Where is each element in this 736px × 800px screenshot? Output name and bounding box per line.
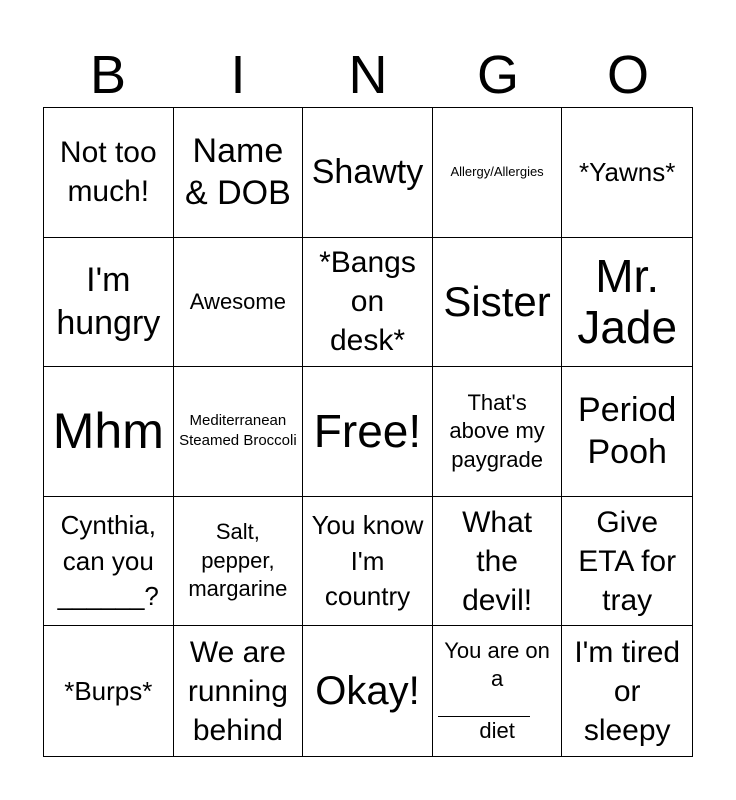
cell-text: Mhm [52,402,164,459]
cell-text [438,637,556,746]
bingo-cell[interactable] [562,626,692,756]
cell-text: Give ETA for tray [578,505,677,617]
header-letter-n: N [348,45,388,105]
bingo-cell[interactable] [562,238,692,368]
free-space-text: Free! [313,405,422,458]
cell-text: Mediterranean Steamed Broccoli [179,412,297,450]
cell-text: Name & DOB [184,131,291,213]
cell-text: Not too much! [59,136,157,209]
cell-text: Awesome [189,288,286,314]
bingo-cell[interactable] [174,367,304,497]
cell-text: Allergy/Allergies [450,164,544,180]
free-space[interactable] [303,367,433,497]
cell-text: Salt, pepper, margarine [188,519,288,602]
cell-text: Period Pooh [578,390,677,472]
bingo-cell[interactable] [174,626,304,756]
fill-in-blank-line [438,694,556,717]
cell-text: *Yawns* [579,156,676,187]
cell-text: Shawty [311,153,424,192]
cell-text-line: You are on a [444,637,550,692]
cell-text: I'm hungry [56,261,161,342]
bingo-cell[interactable] [303,626,433,756]
cell-text: *Bangs on desk* [319,246,416,358]
cell-text: That's above my paygrade [449,389,545,472]
cell-text: Mr. Jade [577,250,678,353]
bingo-cell[interactable] [44,238,174,368]
bingo-cell[interactable] [44,626,174,756]
cell-text: I'm tired or sleepy [574,635,681,747]
cell-text: Okay! [315,669,420,714]
cell-text: We are running behind [187,635,288,747]
cell-text: Cynthia, can you ______? [57,510,159,611]
bingo-cell[interactable] [44,497,174,627]
bingo-cell[interactable] [303,238,433,368]
bingo-board [43,107,693,757]
cell-text: You know I'm country [311,510,424,611]
cell-text-line: diet [479,717,515,743]
bingo-cell[interactable] [433,238,563,368]
bingo-cell[interactable] [562,108,692,238]
header-letter-b: B [89,45,127,105]
header-letter-g: G [476,45,519,105]
bingo-cell[interactable] [433,108,563,238]
bingo-cell[interactable] [433,626,563,756]
bingo-cell[interactable] [174,108,304,238]
header-letter-o: O [606,45,649,105]
cell-text: What the devil! [462,505,533,617]
header-letter-i: I [230,45,246,105]
bingo-cell[interactable] [562,497,692,627]
bingo-cell[interactable] [433,497,563,627]
cell-text: Sister [443,277,551,325]
bingo-cell[interactable] [303,108,433,238]
bingo-cell[interactable] [174,497,304,627]
cell-text: *Burps* [64,675,153,706]
bingo-cell[interactable] [303,497,433,627]
bingo-cell[interactable] [174,238,304,368]
bingo-cell[interactable] [44,367,174,497]
bingo-cell[interactable] [44,108,174,238]
bingo-cell[interactable] [433,367,563,497]
bingo-cell[interactable] [562,367,692,497]
bingo-header [43,44,693,106]
